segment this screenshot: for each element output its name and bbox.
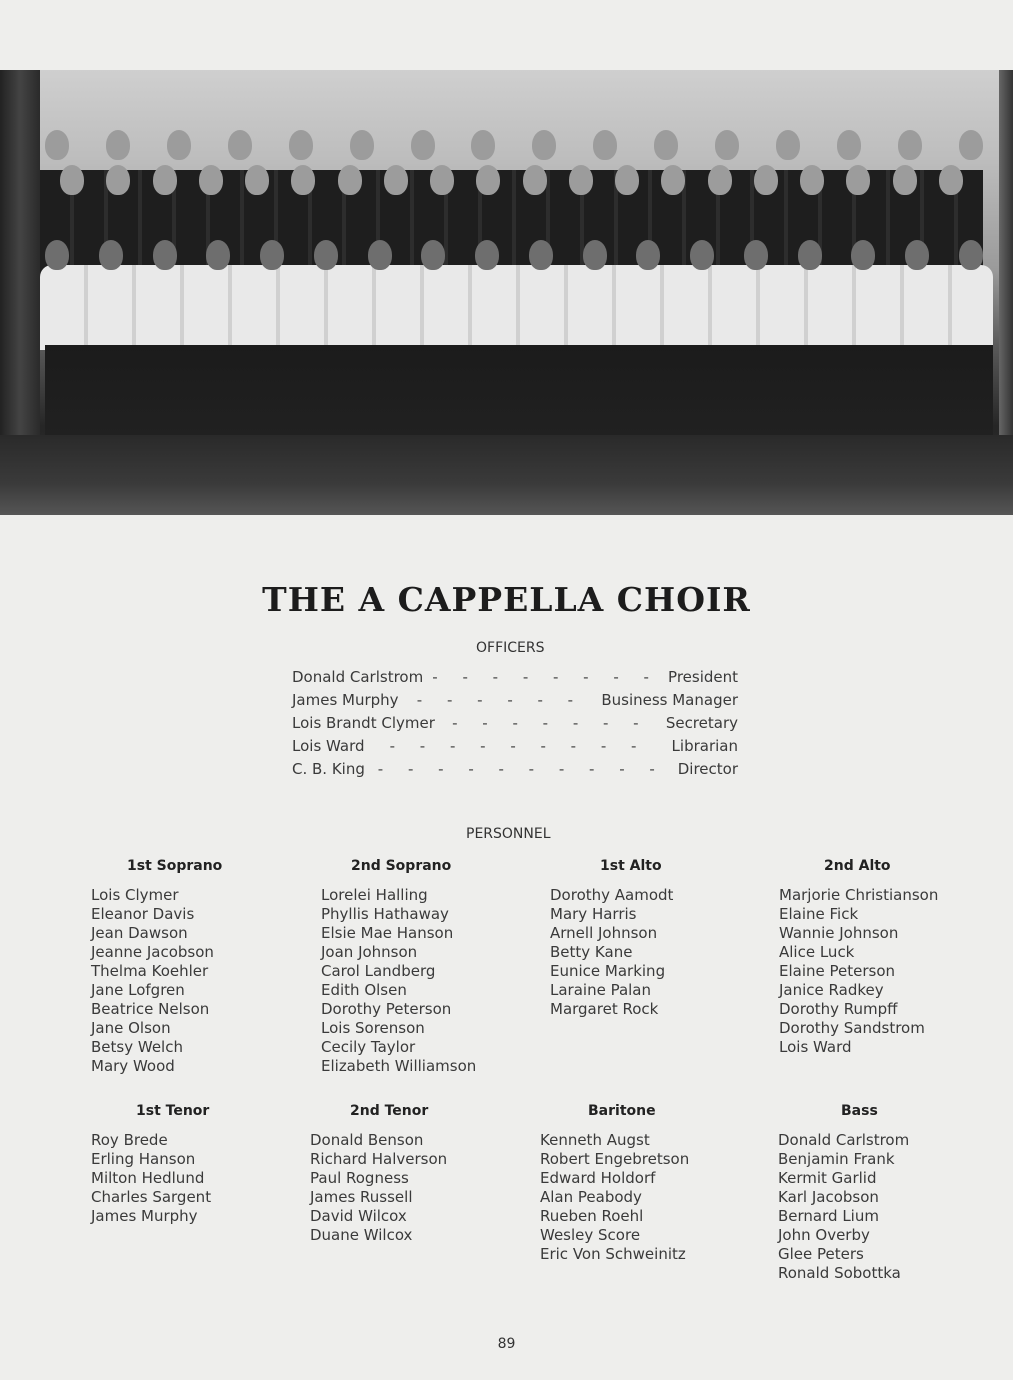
member-name: Roy Brede bbox=[91, 1131, 168, 1149]
officer-row bbox=[292, 668, 738, 691]
member-name: Kenneth Augst bbox=[540, 1131, 650, 1149]
member-name: Mary Wood bbox=[91, 1057, 175, 1075]
back-row-heads bbox=[45, 130, 983, 160]
officer-role: Secretary bbox=[665, 714, 738, 732]
member-name: Donald Benson bbox=[310, 1131, 424, 1149]
officer-role: Director bbox=[677, 760, 738, 778]
section-1st-tenor bbox=[91, 1103, 291, 1226]
officers-heading: OFFICERS bbox=[476, 640, 545, 656]
member-name: Phyllis Hathaway bbox=[321, 905, 449, 923]
officer-name: James Murphy bbox=[292, 691, 399, 709]
officer-name: Lois Ward bbox=[292, 737, 365, 755]
section-2nd-alto bbox=[779, 858, 994, 1057]
member-name: Jane Lofgren bbox=[91, 981, 185, 999]
section-heading: Baritone bbox=[588, 1103, 656, 1119]
member-name: Lois Sorenson bbox=[321, 1019, 425, 1037]
member-name: John Overby bbox=[778, 1226, 870, 1244]
section-heading: 1st Soprano bbox=[127, 858, 223, 874]
member-name: Jane Olson bbox=[91, 1019, 171, 1037]
member-name: Elaine Fick bbox=[779, 905, 859, 923]
member-name: David Wilcox bbox=[310, 1207, 407, 1225]
section-baritone bbox=[540, 1103, 740, 1264]
section-heading: 2nd Soprano bbox=[351, 858, 452, 874]
member-name: Wesley Score bbox=[540, 1226, 641, 1244]
member-name: Beatrice Nelson bbox=[91, 1000, 210, 1018]
member-name: Dorothy Peterson bbox=[321, 1000, 452, 1018]
member-name: Carol Landberg bbox=[321, 962, 436, 980]
member-name: James Russell bbox=[310, 1188, 413, 1206]
member-name: Betsy Welch bbox=[91, 1038, 183, 1056]
member-name: Elaine Peterson bbox=[779, 962, 896, 980]
page-title: THE A CAPPELLA CHOIR bbox=[262, 580, 751, 619]
page-number: 89 bbox=[497, 1336, 516, 1352]
section-2nd-tenor bbox=[310, 1103, 510, 1245]
personnel-heading: PERSONNEL bbox=[466, 826, 551, 842]
member-name: Duane Wilcox bbox=[310, 1226, 413, 1244]
member-name: Richard Halverson bbox=[310, 1150, 448, 1168]
member-name: Janice Radkey bbox=[779, 981, 884, 999]
member-name: Edith Olsen bbox=[321, 981, 407, 999]
women-blouses bbox=[40, 265, 993, 350]
dash-leader: - - - - - - - - - - bbox=[377, 760, 665, 778]
member-name: Ronald Sobottka bbox=[778, 1264, 901, 1282]
member-name: Eleanor Davis bbox=[91, 905, 195, 923]
officers-list bbox=[292, 668, 738, 783]
officer-row bbox=[292, 760, 738, 783]
section-heading: 1st Tenor bbox=[136, 1103, 210, 1119]
member-name: Glee Peters bbox=[778, 1245, 864, 1263]
dash-leader: - - - - - - - - bbox=[432, 668, 659, 686]
section-heading: 1st Alto bbox=[600, 858, 662, 874]
member-name: Dorothy Aamodt bbox=[550, 886, 674, 904]
member-name: Dorothy Rumpff bbox=[779, 1000, 898, 1018]
member-name: Alan Peabody bbox=[540, 1188, 642, 1206]
member-name: Paul Rogness bbox=[310, 1169, 409, 1187]
officer-row bbox=[292, 714, 738, 737]
officer-row bbox=[292, 691, 738, 714]
member-name: Lois Ward bbox=[779, 1038, 852, 1056]
member-name: Laraine Palan bbox=[550, 981, 652, 999]
member-name: Betty Kane bbox=[550, 943, 633, 961]
member-name: Jean Dawson bbox=[91, 924, 188, 942]
member-name: Milton Hedlund bbox=[91, 1169, 205, 1187]
member-name: Charles Sargent bbox=[91, 1188, 212, 1206]
member-name: Thelma Koehler bbox=[91, 962, 209, 980]
officer-role: Librarian bbox=[671, 737, 738, 755]
officer-role: Business Manager bbox=[601, 691, 738, 709]
member-name: Bernard Lium bbox=[778, 1207, 879, 1225]
member-name: Lois Clymer bbox=[91, 886, 179, 904]
section-1st-soprano bbox=[91, 858, 291, 1076]
member-name: Robert Engebretson bbox=[540, 1150, 690, 1168]
member-name: Edward Holdorf bbox=[540, 1169, 656, 1187]
dash-leader: - - - - - - - - - bbox=[389, 737, 647, 755]
member-name: Elsie Mae Hanson bbox=[321, 924, 454, 942]
member-name: Joan Johnson bbox=[321, 943, 418, 961]
member-name: Dorothy Sandstrom bbox=[779, 1019, 925, 1037]
member-name: Wannie Johnson bbox=[779, 924, 899, 942]
section-1st-alto bbox=[550, 858, 750, 1019]
front-row-heads bbox=[45, 240, 983, 270]
member-name: Arnell Johnson bbox=[550, 924, 658, 942]
section-bass bbox=[778, 1103, 978, 1283]
member-name: James Murphy bbox=[91, 1207, 198, 1225]
dash-leader: - - - - - - - bbox=[452, 714, 649, 732]
officer-name: Donald Carlstrom bbox=[292, 668, 424, 686]
member-name: Marjorie Christianson bbox=[779, 886, 939, 904]
member-name: Eric Von Schweinitz bbox=[540, 1245, 686, 1263]
member-name: Elizabeth Williamson bbox=[321, 1057, 477, 1075]
member-name: Benjamin Frank bbox=[778, 1150, 895, 1168]
section-2nd-soprano bbox=[321, 858, 521, 1076]
member-name: Jeanne Jacobson bbox=[91, 943, 214, 961]
section-heading: Bass bbox=[841, 1103, 878, 1119]
choir-photo bbox=[0, 70, 1013, 515]
member-name: Margaret Rock bbox=[550, 1000, 659, 1018]
member-name: Erling Hanson bbox=[91, 1150, 196, 1168]
middle-row-heads bbox=[60, 165, 963, 195]
member-name: Donald Carlstrom bbox=[778, 1131, 910, 1149]
officer-name: C. B. King bbox=[292, 760, 365, 778]
officer-name: Lois Brandt Clymer bbox=[292, 714, 435, 732]
member-name: Cecily Taylor bbox=[321, 1038, 416, 1056]
officer-row bbox=[292, 737, 738, 760]
dash-leader: - - - - - - bbox=[416, 691, 584, 709]
stage-floor bbox=[0, 435, 1013, 515]
member-name: Lorelei Halling bbox=[321, 886, 428, 904]
section-heading: 2nd Alto bbox=[824, 858, 891, 874]
member-name: Kermit Garlid bbox=[778, 1169, 877, 1187]
member-name: Eunice Marking bbox=[550, 962, 666, 980]
member-name: Alice Luck bbox=[779, 943, 855, 961]
member-name: Mary Harris bbox=[550, 905, 637, 923]
officer-role: President bbox=[668, 668, 738, 686]
member-name: Karl Jacobson bbox=[778, 1188, 879, 1206]
member-name: Rueben Roehl bbox=[540, 1207, 644, 1225]
section-heading: 2nd Tenor bbox=[350, 1103, 429, 1119]
